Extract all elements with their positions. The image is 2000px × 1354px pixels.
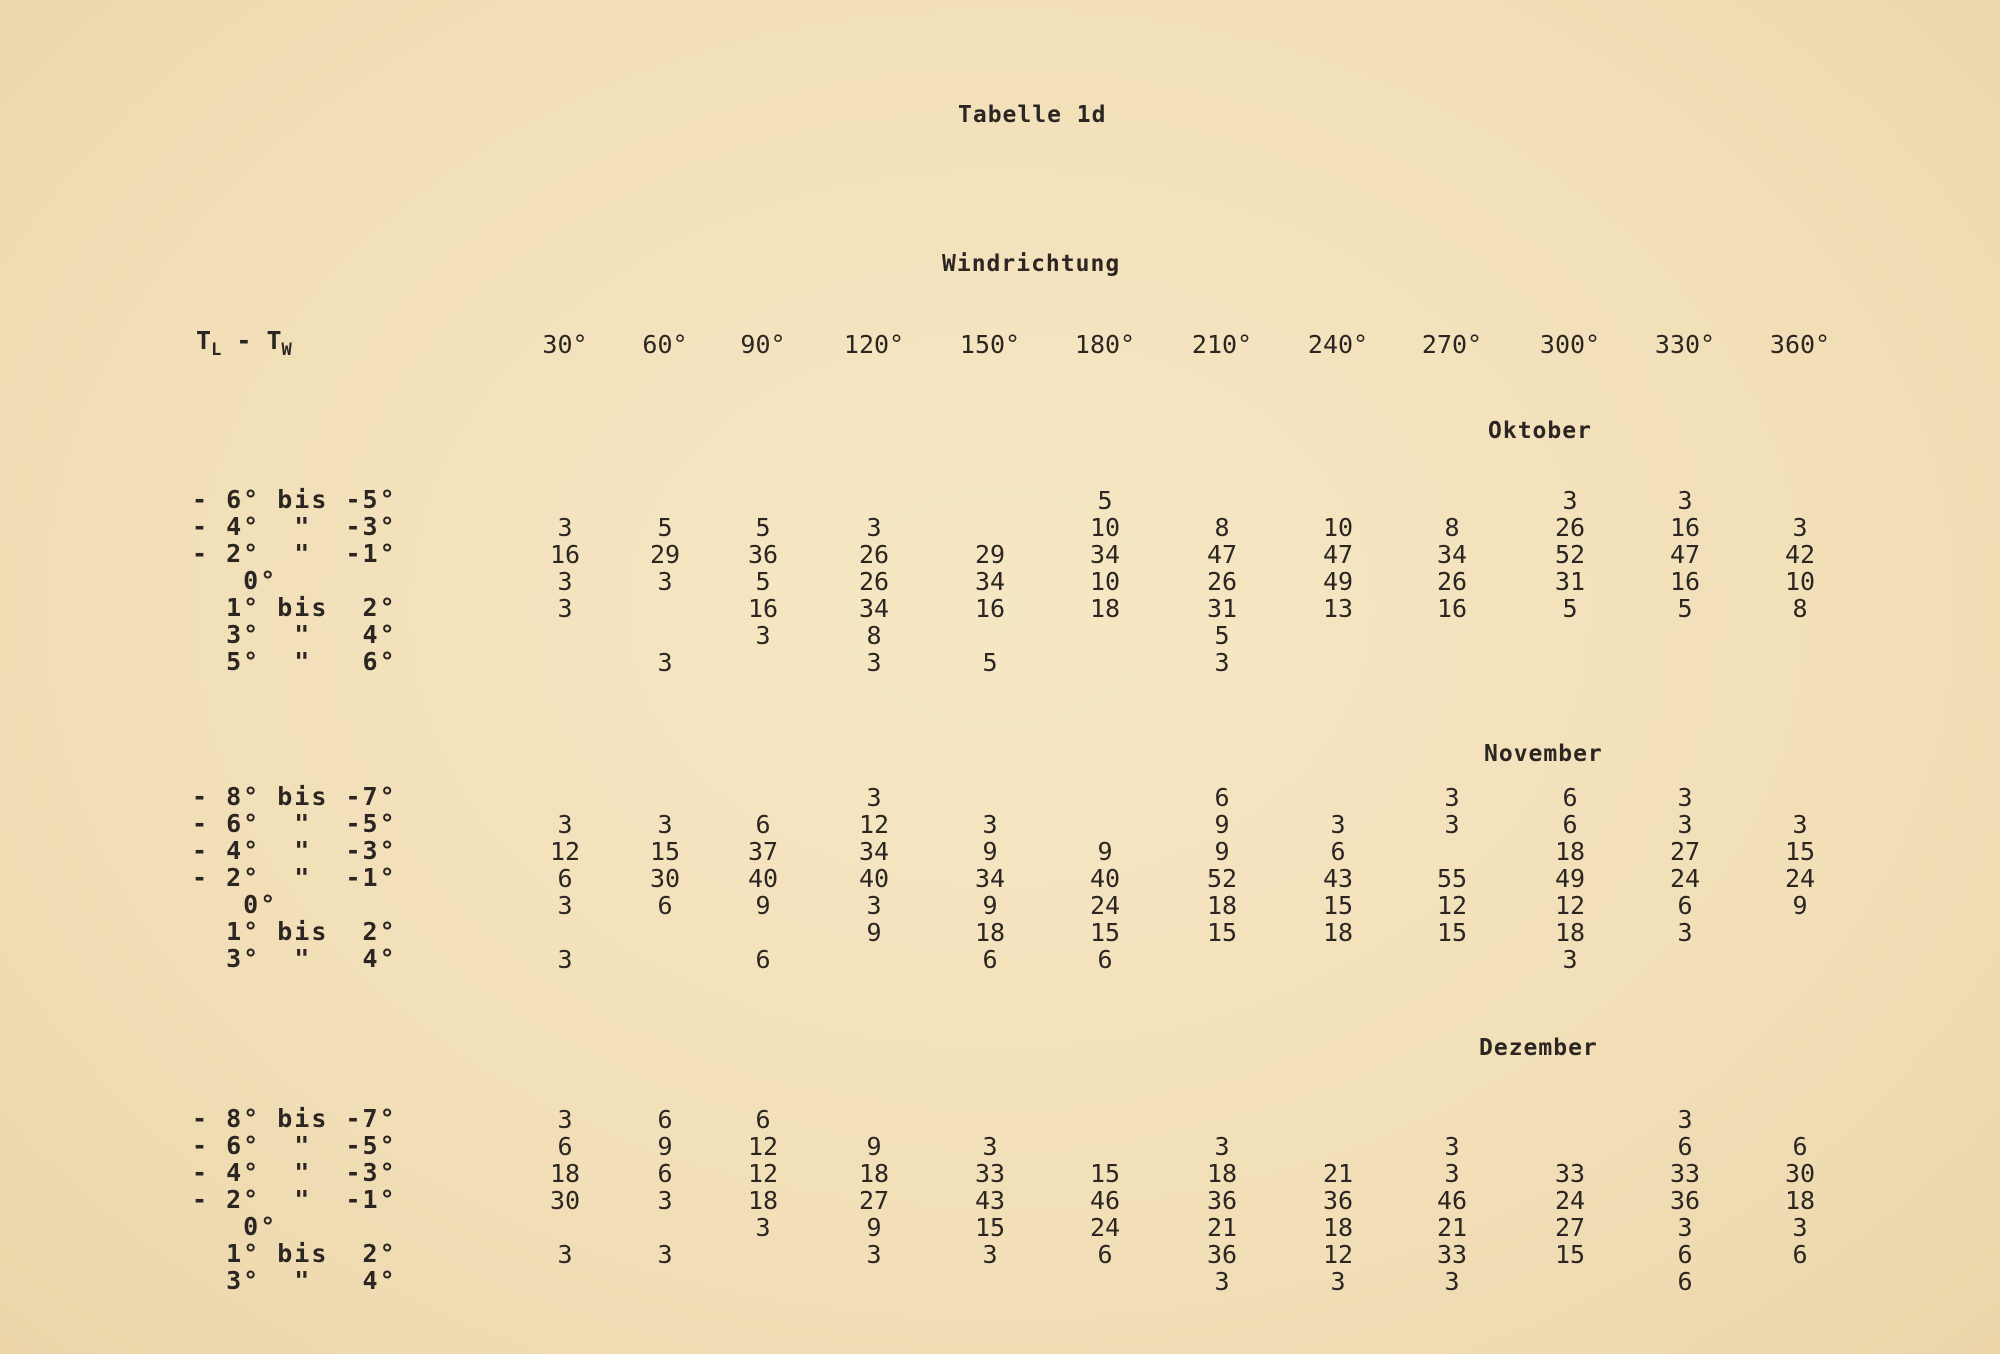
- table-cell: 34: [974, 864, 1006, 893]
- direction-header: 240°: [1307, 330, 1369, 359]
- table-cell: 13: [1322, 594, 1354, 623]
- temperature-range-label: - 2° " -1°: [192, 1185, 397, 1214]
- table-cell: 3: [657, 648, 673, 677]
- table-cell: 15: [1089, 918, 1121, 947]
- table-cell: 3: [1677, 1105, 1693, 1134]
- table-cell: 3: [1792, 1213, 1808, 1242]
- table-cell: 15: [1089, 1159, 1121, 1188]
- table-cell: 18: [858, 1159, 890, 1188]
- table-cell: 3: [755, 621, 771, 650]
- table-cell: 18: [549, 1159, 581, 1188]
- temperature-range-label: 3° " 4°: [192, 944, 397, 973]
- table-cell: 26: [1206, 567, 1238, 596]
- table-cell: 26: [1554, 513, 1586, 542]
- table-cell: 3: [557, 945, 573, 974]
- table-cell: 6: [657, 1159, 673, 1188]
- temperature-range-label: - 4° " -3°: [192, 1158, 397, 1187]
- table-cell: 12: [1436, 891, 1468, 920]
- direction-header: 210°: [1191, 330, 1253, 359]
- direction-header: 90°: [740, 330, 786, 359]
- table-cell: 6: [557, 864, 573, 893]
- table-cell: 3: [657, 1240, 673, 1269]
- table-cell: 3: [1792, 513, 1808, 542]
- table-cell: 49: [1554, 864, 1586, 893]
- table-cell: 9: [657, 1132, 673, 1161]
- table-cell: 6: [557, 1132, 573, 1161]
- table-cell: 9: [982, 837, 998, 866]
- table-cell: 3: [866, 513, 882, 542]
- direction-header: 300°: [1539, 330, 1601, 359]
- table-cell: 16: [974, 594, 1006, 623]
- table-cell: 3: [657, 567, 673, 596]
- table-cell: 5: [1097, 486, 1113, 515]
- table-cell: 6: [1677, 1132, 1693, 1161]
- table-cell: 40: [858, 864, 890, 893]
- temperature-range-label: - 8° bis -7°: [192, 1104, 397, 1133]
- temperature-range-label: - 8° bis -7°: [192, 782, 397, 811]
- direction-header: 30°: [542, 330, 588, 359]
- table-cell: 24: [1784, 864, 1816, 893]
- month-heading: Dezember: [1479, 1035, 1598, 1061]
- table-cell: 6: [982, 945, 998, 974]
- table-cell: 16: [1669, 567, 1701, 596]
- table-cell: 6: [1214, 783, 1230, 812]
- table-cell: 3: [755, 1213, 771, 1242]
- table-cell: 34: [858, 594, 890, 623]
- table-cell: 9: [866, 1132, 882, 1161]
- table-cell: 3: [1677, 810, 1693, 839]
- table-cell: 3: [1444, 1267, 1460, 1296]
- temperature-range-label: 3° " 4°: [192, 620, 397, 649]
- table-cell: 3: [1677, 486, 1693, 515]
- table-cell: 18: [1089, 594, 1121, 623]
- temperature-range-label: - 2° " -1°: [192, 539, 397, 568]
- table-cell: 3: [557, 810, 573, 839]
- table-cell: 3: [1444, 1132, 1460, 1161]
- table-cell: 47: [1669, 540, 1701, 569]
- direction-header: 150°: [959, 330, 1021, 359]
- table-cell: 49: [1322, 567, 1354, 596]
- table-cell: 15: [1206, 918, 1238, 947]
- table-cell: 9: [1097, 837, 1113, 866]
- table-cell: 5: [755, 567, 771, 596]
- table-cell: 18: [1554, 837, 1586, 866]
- table-cell: 10: [1089, 513, 1121, 542]
- table-cell: 24: [1669, 864, 1701, 893]
- temperature-range-label: 0°: [192, 890, 278, 919]
- table-cell: 21: [1322, 1159, 1354, 1188]
- table-cell: 3: [1214, 1132, 1230, 1161]
- table-cell: 37: [747, 837, 779, 866]
- table-cell: 30: [549, 1186, 581, 1215]
- table-cell: 34: [1436, 540, 1468, 569]
- table-cell: 34: [974, 567, 1006, 596]
- table-cell: 36: [1206, 1186, 1238, 1215]
- table-cell: 12: [1554, 891, 1586, 920]
- table-cell: 3: [1677, 918, 1693, 947]
- table-cell: 3: [982, 1240, 998, 1269]
- wind-direction-header: Windrichtung: [942, 251, 1121, 277]
- month-heading: November: [1484, 741, 1603, 767]
- table-cell: 3: [1330, 810, 1346, 839]
- table-cell: 5: [982, 648, 998, 677]
- table-cell: 27: [1669, 837, 1701, 866]
- table-cell: 46: [1089, 1186, 1121, 1215]
- table-cell: 10: [1089, 567, 1121, 596]
- table-cell: 3: [557, 891, 573, 920]
- table-cell: 18: [1206, 1159, 1238, 1188]
- table-cell: 6: [1097, 1240, 1113, 1269]
- table-cell: 6: [1677, 1267, 1693, 1296]
- table-cell: 3: [657, 1186, 673, 1215]
- table-cell: 33: [1669, 1159, 1701, 1188]
- table-cell: 6: [1330, 837, 1346, 866]
- table-cell: 24: [1089, 1213, 1121, 1242]
- temperature-range-label: - 6° " -5°: [192, 1131, 397, 1160]
- table-cell: 5: [755, 513, 771, 542]
- table-cell: 26: [858, 567, 890, 596]
- table-cell: 6: [755, 810, 771, 839]
- table-cell: 3: [557, 1240, 573, 1269]
- table-cell: 12: [549, 837, 581, 866]
- tw-subscript: W: [281, 340, 292, 360]
- table-cell: 29: [649, 540, 681, 569]
- table-cell: 15: [1436, 918, 1468, 947]
- table-cell: 47: [1322, 540, 1354, 569]
- table-cell: 21: [1436, 1213, 1468, 1242]
- table-cell: 5: [1562, 594, 1578, 623]
- table-cell: 15: [649, 837, 681, 866]
- direction-header: 330°: [1654, 330, 1716, 359]
- table-cell: 18: [1322, 1213, 1354, 1242]
- table-cell: 9: [866, 1213, 882, 1242]
- table-cell: 12: [858, 810, 890, 839]
- direction-header: 360°: [1769, 330, 1831, 359]
- table-cell: 8: [866, 621, 882, 650]
- table-cell: 9: [1214, 810, 1230, 839]
- table-cell: 3: [1444, 783, 1460, 812]
- table-cell: 3: [982, 1132, 998, 1161]
- table-cell: 9: [1792, 891, 1808, 920]
- table-cell: 3: [1444, 1159, 1460, 1188]
- table-cell: 3: [1562, 945, 1578, 974]
- table-cell: 10: [1784, 567, 1816, 596]
- table-cell: 3: [557, 513, 573, 542]
- table-cell: 36: [1669, 1186, 1701, 1215]
- table-cell: 18: [1784, 1186, 1816, 1215]
- table-cell: 12: [747, 1132, 779, 1161]
- temperature-range-label: 5° " 6°: [192, 647, 397, 676]
- direction-header: 120°: [843, 330, 905, 359]
- tl-symbol: T: [196, 326, 212, 355]
- table-cell: 21: [1206, 1213, 1238, 1242]
- table-cell: 24: [1554, 1186, 1586, 1215]
- table-cell: 6: [657, 891, 673, 920]
- table-cell: 9: [866, 918, 882, 947]
- table-cell: 18: [974, 918, 1006, 947]
- table-cell: 10: [1322, 513, 1354, 542]
- table-cell: 36: [1322, 1186, 1354, 1215]
- table-cell: 18: [1554, 918, 1586, 947]
- table-cell: 31: [1206, 594, 1238, 623]
- table-cell: 5: [657, 513, 673, 542]
- table-cell: 16: [1669, 513, 1701, 542]
- table-cell: 27: [858, 1186, 890, 1215]
- temperature-range-label: 0°: [192, 1212, 278, 1241]
- table-cell: 3: [557, 594, 573, 623]
- table-cell: 6: [1677, 891, 1693, 920]
- temperature-range-label: 1° bis 2°: [192, 917, 397, 946]
- table-cell: 6: [755, 1105, 771, 1134]
- table-cell: 3: [1214, 648, 1230, 677]
- table-cell: 6: [1562, 810, 1578, 839]
- table-cell: 40: [747, 864, 779, 893]
- table-cell: 26: [858, 540, 890, 569]
- table-cell: 3: [866, 891, 882, 920]
- table-cell: 27: [1554, 1213, 1586, 1242]
- table-cell: 40: [1089, 864, 1121, 893]
- table-cell: 52: [1554, 540, 1586, 569]
- table-cell: 3: [1214, 1267, 1230, 1296]
- table-cell: 42: [1784, 540, 1816, 569]
- temperature-range-label: - 4° " -3°: [192, 836, 397, 865]
- table-cell: 43: [1322, 864, 1354, 893]
- direction-header: 60°: [642, 330, 688, 359]
- table-cell: 3: [1677, 1213, 1693, 1242]
- table-cell: 36: [747, 540, 779, 569]
- month-heading: Oktober: [1488, 418, 1592, 444]
- temperature-range-label: - 2° " -1°: [192, 863, 397, 892]
- temperature-range-label: - 6° bis -5°: [192, 485, 397, 514]
- table-cell: 6: [1792, 1240, 1808, 1269]
- table-cell: 30: [649, 864, 681, 893]
- table-cell: 5: [1677, 594, 1693, 623]
- table-cell: 3: [1792, 810, 1808, 839]
- table-cell: 8: [1444, 513, 1460, 542]
- table-cell: 26: [1436, 567, 1468, 596]
- table-cell: 3: [1562, 486, 1578, 515]
- table-cell: 6: [1792, 1132, 1808, 1161]
- table-cell: 33: [1436, 1240, 1468, 1269]
- temperature-range-label: 3° " 4°: [192, 1266, 397, 1295]
- table-cell: 3: [1444, 810, 1460, 839]
- table-cell: 9: [755, 891, 771, 920]
- table-cell: 15: [1784, 837, 1816, 866]
- table-cell: 8: [1214, 513, 1230, 542]
- table-cell: 15: [1554, 1240, 1586, 1269]
- table-cell: 46: [1436, 1186, 1468, 1215]
- table-cell: 16: [747, 594, 779, 623]
- table-cell: 6: [755, 945, 771, 974]
- table-cell: 3: [557, 1105, 573, 1134]
- table-cell: 6: [657, 1105, 673, 1134]
- table-cell: 3: [866, 648, 882, 677]
- temperature-range-label: - 4° " -3°: [192, 512, 397, 541]
- table-cell: 29: [974, 540, 1006, 569]
- table-title: Tabelle 1d: [958, 102, 1107, 128]
- table-cell: 43: [974, 1186, 1006, 1215]
- temperature-range-label: 1° bis 2°: [192, 1239, 397, 1268]
- table-cell: 52: [1206, 864, 1238, 893]
- table-cell: 9: [1214, 837, 1230, 866]
- table-cell: 3: [657, 810, 673, 839]
- table-cell: 30: [1784, 1159, 1816, 1188]
- table-cell: 36: [1206, 1240, 1238, 1269]
- table-cell: 15: [1322, 891, 1354, 920]
- table-cell: 3: [866, 1240, 882, 1269]
- table-cell: 12: [747, 1159, 779, 1188]
- table-cell: 47: [1206, 540, 1238, 569]
- table-cell: 34: [858, 837, 890, 866]
- minus-sign: -: [221, 326, 267, 355]
- table-cell: 18: [747, 1186, 779, 1215]
- table-cell: 33: [974, 1159, 1006, 1188]
- table-cell: 3: [866, 783, 882, 812]
- table-cell: 12: [1322, 1240, 1354, 1269]
- table-cell: 16: [549, 540, 581, 569]
- tw-symbol: T: [266, 326, 282, 355]
- table-cell: 18: [1322, 918, 1354, 947]
- table-cell: 5: [1214, 621, 1230, 650]
- temperature-range-label: 1° bis 2°: [192, 593, 397, 622]
- table-cell: 18: [1206, 891, 1238, 920]
- temperature-range-label: 0°: [192, 566, 278, 595]
- table-cell: 55: [1436, 864, 1468, 893]
- table-cell: 15: [974, 1213, 1006, 1242]
- table-cell: 31: [1554, 567, 1586, 596]
- direction-header: 180°: [1074, 330, 1136, 359]
- table-cell: 3: [982, 810, 998, 839]
- table-cell: 3: [1330, 1267, 1346, 1296]
- table-cell: 3: [1677, 783, 1693, 812]
- table-cell: 3: [557, 567, 573, 596]
- table-cell: 34: [1089, 540, 1121, 569]
- table-cell: 33: [1554, 1159, 1586, 1188]
- tl-subscript: L: [211, 340, 222, 360]
- table-cell: 24: [1089, 891, 1121, 920]
- table-cell: 8: [1792, 594, 1808, 623]
- table-cell: 6: [1562, 783, 1578, 812]
- table-cell: 16: [1436, 594, 1468, 623]
- table-cell: 6: [1677, 1240, 1693, 1269]
- table-cell: 9: [982, 891, 998, 920]
- direction-header: 270°: [1421, 330, 1483, 359]
- temperature-difference-header: [196, 326, 292, 360]
- table-cell: 6: [1097, 945, 1113, 974]
- temperature-range-label: - 6° " -5°: [192, 809, 397, 838]
